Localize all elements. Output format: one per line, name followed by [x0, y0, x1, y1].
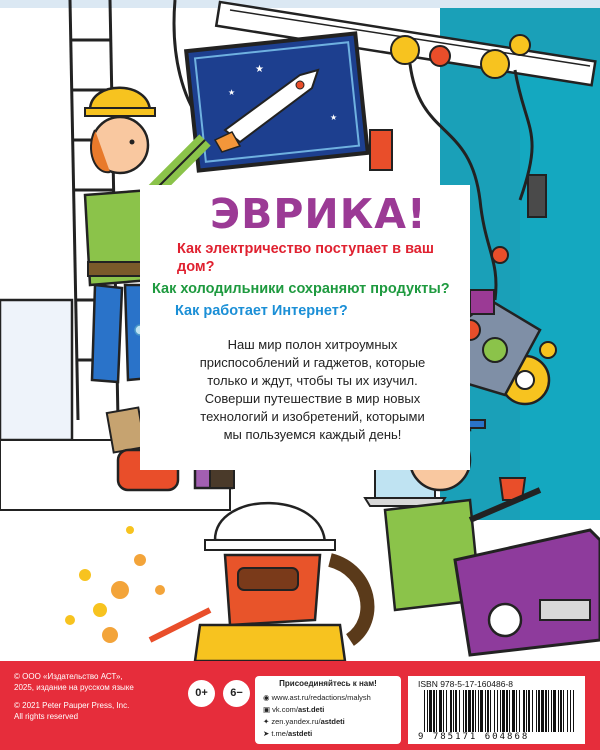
vk-icon: ▣	[263, 705, 273, 714]
teal-wall-right	[520, 60, 600, 520]
link-zen[interactable]: ✦ zen.yandex.ru/astdeti	[263, 717, 345, 726]
zen-icon: ✦	[263, 717, 272, 726]
barcode-icon	[424, 690, 574, 732]
join-us-label: Присоединяйтесь к нам!	[279, 679, 377, 688]
question-internet: Как работает Интернет?	[175, 303, 348, 319]
svg-text:★: ★	[228, 88, 236, 97]
globe-icon: ◉	[263, 693, 272, 702]
isbn-number: ISBN 978-5-17-160486-8	[418, 679, 513, 689]
svg-text:★: ★	[255, 64, 264, 75]
barcode-digits: 9 785171 604868	[418, 732, 530, 742]
rocket-picture-icon	[186, 33, 368, 170]
fridge-icon	[0, 300, 72, 440]
telegram-icon: ➤	[263, 729, 272, 738]
book-description: Наш мир полон хитроумных приспособлений и гаджетов, которые только и ждут, чтобы ты их изучил. Соверши путешествие в мир новых технологий и изобретений, которыми мы пользуемся каждый день!	[199, 337, 426, 442]
link-vk[interactable]: ▣ vk.com/ast.deti	[263, 705, 325, 714]
book-title: ЭВРИКА!	[210, 190, 427, 238]
copyright-ast: © ООО «Издательство АСТ», 2025, издание на русском языке	[14, 672, 134, 692]
svg-text:★: ★	[330, 113, 338, 122]
copyright-ppp: © 2021 Peter Pauper Press, Inc. All rights reserved	[14, 701, 130, 721]
age-rating-badge: 0+	[188, 680, 215, 707]
question-electricity: Как электричество поступает в ваш дом?	[177, 241, 434, 275]
isbn-box	[408, 676, 585, 744]
social-links-box	[255, 676, 401, 744]
link-site[interactable]: ◉ www.ast.ru/redactions/malysh	[263, 693, 371, 702]
link-telegram[interactable]: ➤ t.me/astdeti	[263, 729, 313, 738]
question-fridge: Как холодильники сохраняют продукты?	[152, 281, 450, 297]
age-mark-badge: 6−	[223, 680, 250, 707]
